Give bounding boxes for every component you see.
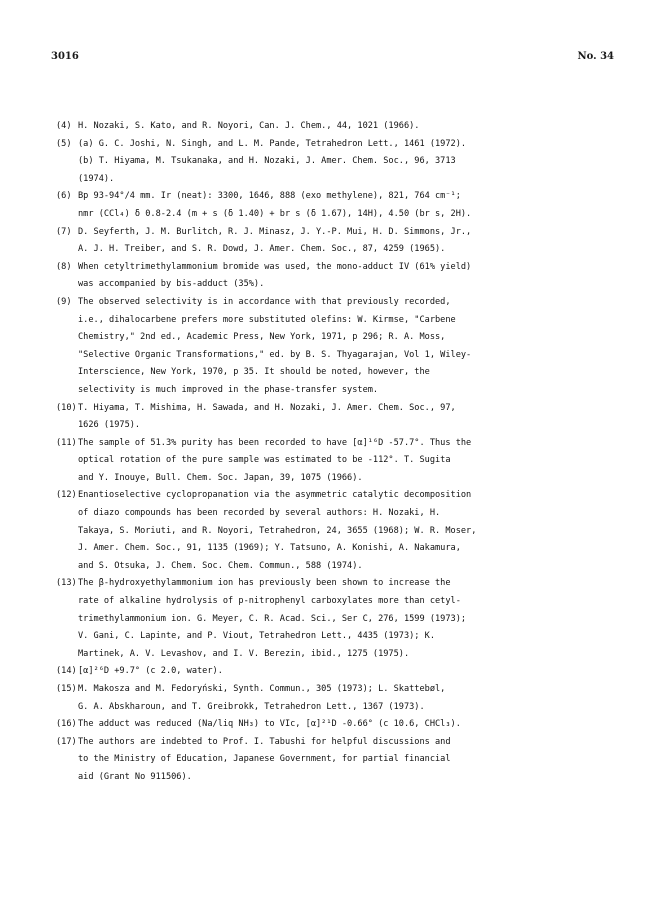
reference-item [56, 734, 616, 787]
reference-item [56, 188, 616, 223]
reference-text [78, 224, 616, 259]
reference-line: V. Gani, C. Lapinte, and P. Viout, Tetrahedron Lett., 4435 (1973); K. [78, 631, 435, 642]
reference-item [56, 435, 616, 488]
reference-line: The adduct was reduced (Na/liq NH₃) to VIc, [α]²¹D -0.66° (c 10.6, CHCl₃). [78, 719, 461, 730]
reference-line: H. Nozaki, S. Kato, and R. Noyori, Can. J. Chem., 44, 1021 (1966). [78, 121, 420, 131]
reference-number: (7) [56, 226, 72, 237]
reference-line: Bp 93-94°/4 mm. Ir (neat): 3300, 1646, 888 (exo methylene), 821, 764 cm⁻¹; [78, 191, 461, 202]
reference-line: i.e., dihalocarbene prefers more substituted olefins: W. Kirmse, "Carbene [78, 314, 456, 325]
reference-line: trimethylammonium ion. G. Meyer, C. R. Acad. Sci., Ser C, 276, 1599 (1973); [78, 613, 467, 624]
reference-item [56, 294, 616, 400]
reference-line: T. Hiyama, T. Mishima, H. Sawada, and H. Nozaki, J. Amer. Chem. Soc., 97, [78, 402, 456, 413]
reference-number: (15) [56, 684, 77, 694]
reference-line: A. J. H. Treiber, and S. R. Dowd, J. Amer. Chem. Soc., 87, 4259 (1965). [78, 244, 446, 255]
reference-text [78, 435, 616, 488]
reference-line: [α]²⁶D +9.7° (c 2.0, water). [78, 666, 223, 677]
reference-text [78, 118, 616, 136]
reference-number: (5) [56, 138, 72, 149]
reference-line: Martinek, A. V. Levashov, and I. V. Berezin, ibid., 1275 (1975). [78, 648, 410, 659]
reference-line: Interscience, New York, 1970, p 35. It should be noted, however, the [78, 367, 430, 378]
reference-item [56, 487, 616, 575]
reference-line: D. Seyferth, J. M. Burlitch, R. J. Minasz, J. Y.-P. Mui, H. D. Simmons, Jr., [78, 226, 472, 237]
reference-number: (6) [56, 191, 72, 202]
reference-item [56, 136, 616, 189]
reference-line: J. Amer. Chem. Soc., 91, 1135 (1969); Y. Tatsuno, A. Konishi, A. Nakamura, [78, 543, 461, 554]
reference-item [56, 681, 616, 716]
reference-text [78, 734, 616, 787]
reference-text [78, 188, 616, 223]
reference-line: Takaya, S. Moriuti, and R. Noyori, Tetrahedron, 24, 3655 (1968); W. R. Moser, [78, 525, 477, 536]
reference-line: was accompanied by bis-adduct (35%). [78, 279, 265, 290]
reference-item [56, 716, 616, 734]
reference-number: (12) [56, 490, 77, 501]
reference-line: Enantioselective cyclopropanation via the asymmetric catalytic decomposition [78, 490, 472, 501]
reference-text [78, 400, 616, 435]
reference-line: 1626 (1975). [78, 420, 141, 431]
reference-item [56, 575, 616, 663]
reference-line: rate of alkaline hydrolysis of p-nitrophenyl carboxylates more than cetyl- [78, 596, 461, 607]
reference-text [78, 575, 616, 663]
reference-number: (9) [56, 296, 72, 307]
reference-text [78, 663, 616, 681]
reference-text [78, 294, 616, 400]
reference-item [56, 400, 616, 435]
reference-line: optical rotation of the pure sample was estimated to be -112°. T. Sugita [78, 455, 451, 466]
reference-text [78, 716, 616, 734]
reference-line: (b) T. Hiyama, M. Tsukanaka, and H. Nozaki, J. Amer. Chem. Soc., 96, 3713 [78, 156, 456, 167]
reference-number: (8) [56, 261, 72, 272]
reference-line: Chemistry," 2nd ed., Academic Press, New York, 1971, p 296; R. A. Moss, [78, 332, 446, 343]
reference-number: (11) [56, 437, 77, 448]
reference-text [78, 681, 616, 716]
reference-line: selectivity is much improved in the phase-transfer system. [78, 384, 379, 395]
reference-line: The authors are indebted to Prof. I. Tabushi for helpful discussions and [78, 736, 451, 747]
reference-item [56, 118, 616, 136]
reference-line: M. Makosza and M. Fedoryński, Synth. Commun., 305 (1973); L. Skattebøl, [78, 684, 446, 694]
reference-item [56, 224, 616, 259]
reference-line: (a) G. C. Joshi, N. Singh, and L. M. Pande, Tetrahedron Lett., 1461 (1972). [78, 138, 467, 149]
reference-text [78, 259, 616, 294]
reference-number: (17) [56, 736, 77, 747]
reference-line: of diazo compounds has been recorded by several authors: H. Nozaki, H. [78, 508, 441, 519]
reference-list [56, 118, 616, 787]
reference-item [56, 663, 616, 681]
reference-line: nmr (CCl₄) δ 0.8-2.4 (m + s (δ 1.40) + br s (δ 1.67), 14H), 4.50 (br s, 2H). [78, 208, 472, 219]
reference-line: "Selective Organic Transformations," ed. by B. S. Thyagarajan, Vol 1, Wiley- [78, 349, 472, 360]
reference-number: (4) [56, 121, 72, 131]
reference-line: and S. Otsuka, J. Chem. Soc. Chem. Commun., 588 (1974). [78, 560, 363, 571]
issue-number: No. 34 [577, 51, 614, 62]
reference-line: The observed selectivity is in accordance with that previously recorded, [78, 296, 451, 307]
reference-text [78, 487, 616, 575]
reference-line: aid (Grant No 911506). [78, 771, 192, 782]
reference-line: and Y. Inouye, Bull. Chem. Soc. Japan, 39, 1075 (1966). [78, 472, 363, 483]
reference-item [56, 259, 616, 294]
reference-text [78, 136, 616, 189]
reference-number: (10) [56, 402, 77, 413]
reference-number: (14) [56, 666, 77, 677]
reference-line: When cetyltrimethylammonium bromide was used, the mono-adduct IV (61% yield) [78, 261, 472, 272]
reference-line: The β-hydroxyethylammonium ion has previously been shown to increase the [78, 578, 451, 589]
reference-line: G. A. Abskharoun, and T. Greibrokk, Tetrahedron Lett., 1367 (1973). [78, 701, 425, 712]
reference-number: (13) [56, 578, 77, 589]
reference-line: (1974). [78, 173, 115, 184]
reference-number: (16) [56, 719, 77, 730]
reference-line: to the Ministry of Education, Japanese Government, for partial financial [78, 754, 451, 765]
page-number: 3016 [51, 51, 79, 62]
reference-line: The sample of 51.3% purity has been recorded to have [α]¹⁶D -57.7°. Thus the [78, 437, 472, 448]
